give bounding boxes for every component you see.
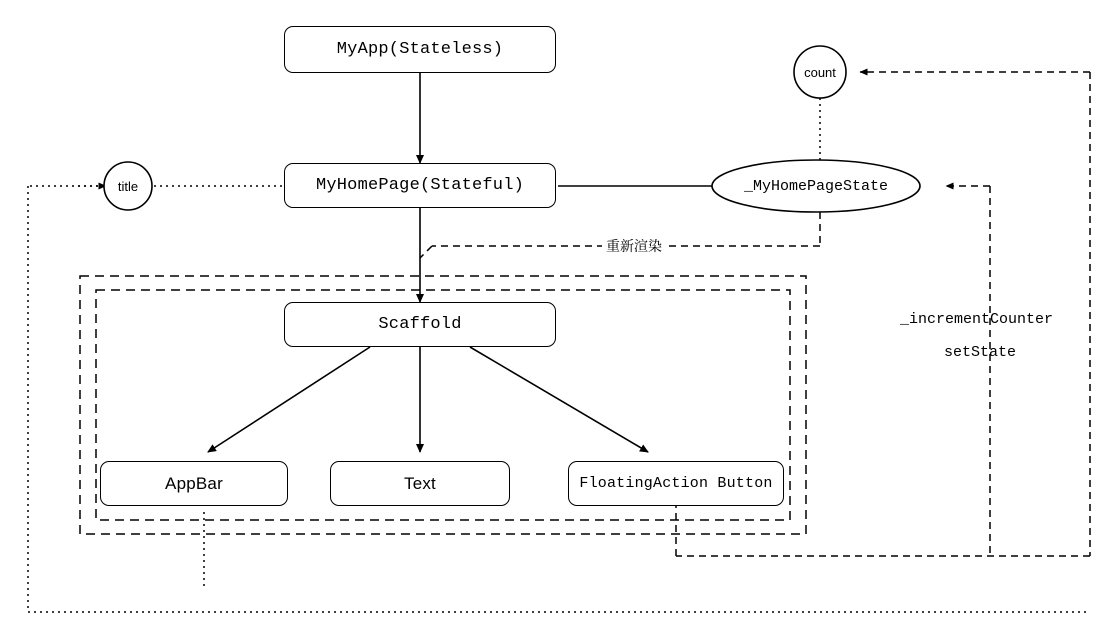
node-count[interactable] [794,46,846,98]
edge-label-increment-counter: _incrementCounter [900,311,1054,328]
node-myhomepage-label: MyHomePage(Stateful) [315,176,525,195]
node-title-label: title [117,178,139,194]
node-text[interactable] [330,461,510,506]
edge-label-setstate: setState [944,344,1017,361]
node-appbar[interactable] [100,461,288,506]
node-myapp-label: MyApp(Stateless) [336,40,504,59]
node-floatingactionbutton-label: FloatingAction Button [579,475,773,492]
node-myhomepagestate[interactable] [712,160,920,212]
node-title[interactable] [104,162,152,210]
node-text-label: Text [404,473,436,493]
node-myhomepage[interactable] [284,163,556,208]
edge-label-rerender: 重新渲染 [602,236,666,256]
node-floatingactionbutton[interactable] [568,461,784,506]
node-count-label: count [804,64,836,80]
node-scaffold-label: Scaffold [378,315,462,334]
node-scaffold[interactable] [284,302,556,347]
node-myapp[interactable] [284,26,556,73]
node-myhomepagestate-label: _MyHomePageState [743,177,889,195]
node-appbar-label: AppBar [165,473,223,493]
